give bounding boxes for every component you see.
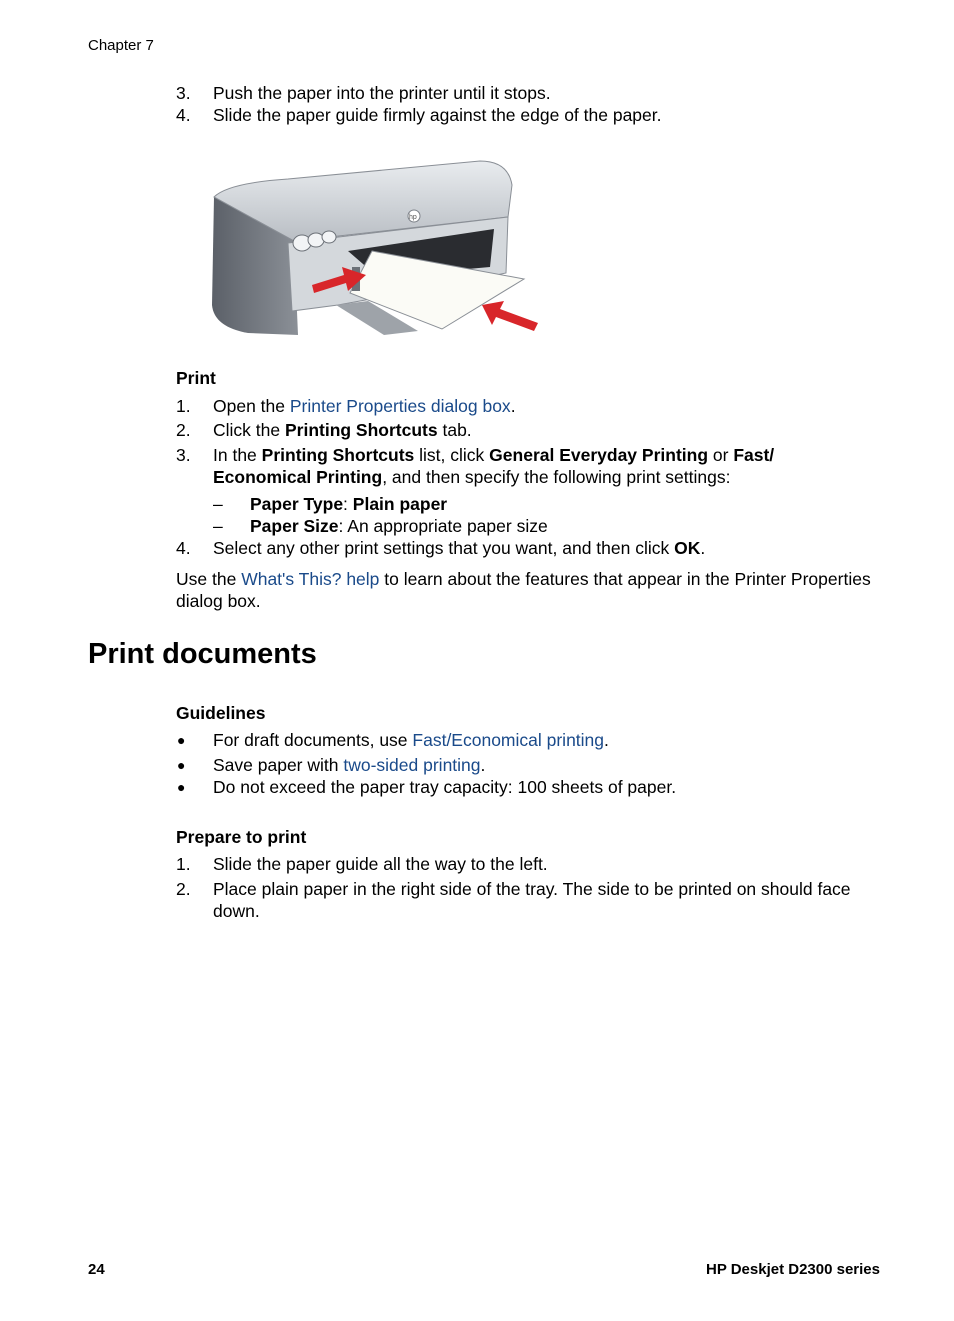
step-number: 1.: [176, 854, 191, 874]
printer-properties-link[interactable]: Printer Properties dialog box: [289, 396, 511, 416]
step-text: Click the Printing Shortcuts tab.: [213, 420, 472, 440]
step-text: Open the Printer Properties dialog box.: [213, 396, 516, 416]
product-name: HP Deskjet D2300 series: [705, 1261, 880, 1278]
help-note: Use the What's This? help to learn about the features that appear in the Printer Properties dialog box.: [176, 569, 871, 611]
step-number: 3.: [176, 445, 191, 465]
cancel-button-icon: [322, 231, 336, 243]
list-text: For draft documents, use Fast/Economical printing.: [213, 730, 609, 750]
list-text: Save paper with two-sided printing.: [213, 755, 486, 775]
section-heading-prepare: Prepare to print: [176, 827, 307, 847]
sub-item-text: Paper Type: Plain paper: [250, 494, 448, 514]
step-text: Push the paper into the printer until it stops.: [213, 83, 551, 103]
bullet-icon: ●: [177, 757, 186, 773]
step-number: 2.: [176, 420, 191, 440]
step-text: In the Printing Shortcuts list, click General Everyday Printing or Fast/ Economical Printing, and then specify the following print settings:: [213, 445, 775, 487]
list-text: Do not exceed the paper tray capacity: 100 sheets of paper.: [213, 777, 677, 797]
arrow-icon: [482, 301, 538, 331]
hp-logo-text: hp: [409, 214, 417, 221]
two-sided-printing-link[interactable]: two-sided printing: [343, 755, 481, 775]
step-number: 4.: [176, 105, 191, 125]
whats-this-help-link[interactable]: What's This? help: [241, 569, 380, 589]
step-text: Select any other print settings that you want, and then click OK.: [213, 538, 706, 558]
dash-bullet: –: [213, 516, 223, 536]
sub-item-text: Paper Size: An appropriate paper size: [250, 516, 548, 536]
resume-button-icon: [308, 233, 324, 247]
step-number: 4.: [176, 538, 191, 558]
step-number: 2.: [176, 879, 191, 899]
section-heading-guidelines: Guidelines: [176, 703, 266, 723]
step-text: Place plain paper in the right side of the tray. The side to be printed on should face down.: [213, 879, 851, 921]
step-number: 3.: [176, 83, 191, 103]
bullet-icon: ●: [177, 779, 186, 795]
fast-economical-printing-link[interactable]: Fast/Economical printing: [412, 730, 605, 750]
step-text: Slide the paper guide all the way to the left.: [213, 854, 548, 874]
page-title: Print documents: [88, 638, 317, 670]
chapter-header: Chapter 7: [88, 37, 154, 54]
printer-illustration: [208, 155, 540, 337]
bullet-icon: ●: [177, 732, 186, 748]
step-text: Slide the paper guide firmly against the edge of the paper.: [213, 105, 662, 125]
step-number: 1.: [176, 396, 191, 416]
page-number: 24: [88, 1261, 105, 1278]
section-heading-print: Print: [176, 368, 216, 388]
dash-bullet: –: [213, 494, 223, 514]
